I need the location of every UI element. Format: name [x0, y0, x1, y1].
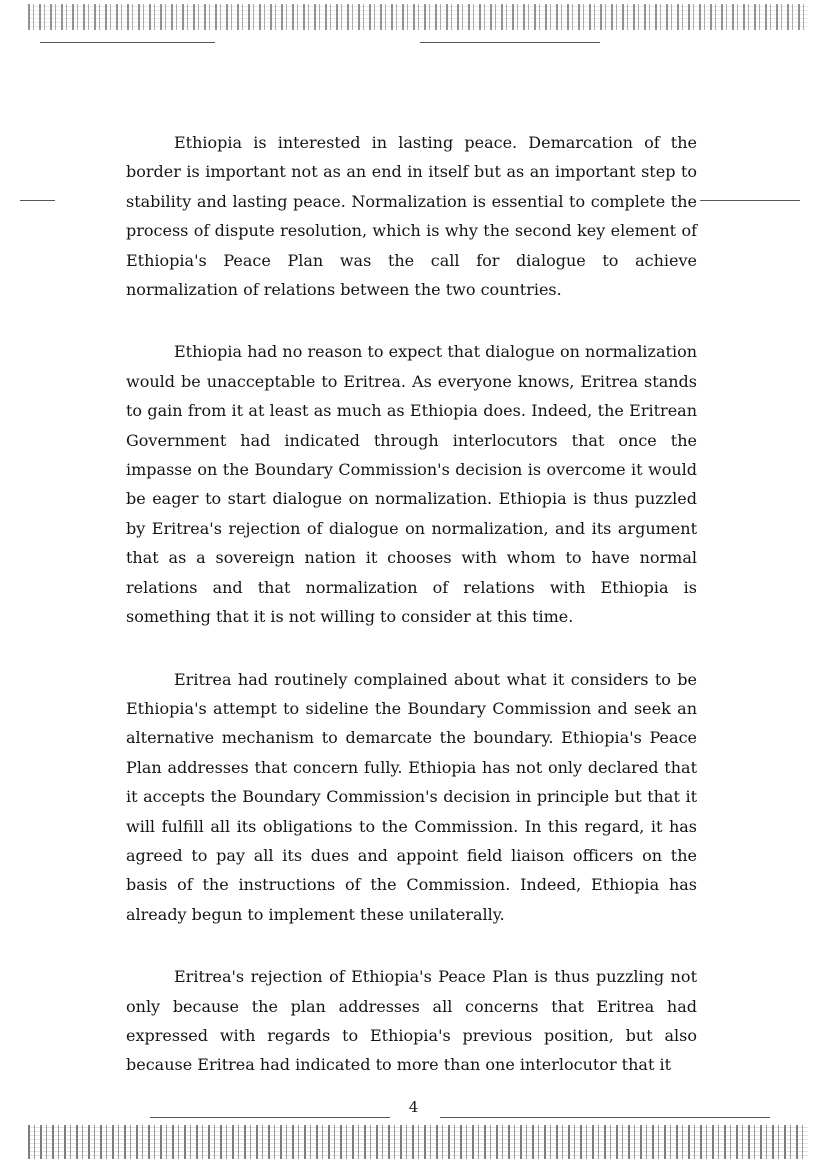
- scan-line: [20, 200, 55, 201]
- scan-line: [40, 42, 215, 43]
- document-body: [126, 128, 697, 1113]
- paragraph: Eritrea had routinely complained about what it considers to be Ethiopia's attempt to sideline the Boundary Commission and seek an alternative mechanism to demarcate the boundary. Ethiopia's Peace Plan addresses that concern fully. Ethiopia has not only declared that it accepts the Boundary Commission's decision in principle but that it will fulfill all its obligations to the Commission. In this regard, it has agreed to pay all its dues and appoint field liaison officers on the basis of the instructions of the Commission. Indeed, Ethiopia has already begun to implement these unilaterally.: [126, 669, 697, 924]
- page-number: 4: [408, 1098, 419, 1116]
- scan-line: [700, 200, 800, 201]
- scan-artifact-top: [28, 4, 808, 30]
- scan-line: [420, 42, 600, 43]
- paragraph: Eritrea's rejection of Ethiopia's Peace Plan is thus puzzling not only because the plan addresses all concerns that Eritrea had expressed with regards to Ethiopia's previous position, but also because Eritrea had indicated to more than one interlocutor that it: [126, 967, 697, 1075]
- scan-artifact-bottom: [28, 1125, 808, 1159]
- paragraph: Ethiopia had no reason to expect that dialogue on normalization would be unacceptable to Eritrea. As everyone knows, Eritrea stands to gain from it at least as much as Ethiopia does. Indeed, the Eritrean Government had indicated through interlocutors that once the impasse on the Boundary Commission's decision is overcome it would be eager to start dialogue on normalization. Ethiopia is thus puzzled by Eritrea's rejection of dialogue on normalization, and its argument that as a sovereign nation it chooses with whom to have normal relations and that normalization of relations with Ethiopia is something that it is not willing to consider at this time.: [126, 342, 697, 627]
- scan-line: [150, 1117, 390, 1118]
- paragraph: Ethiopia is interested in lasting peace. Demarcation of the border is important not as an end in itself but as an important step to stability and lasting peace. Normalization is essential to complete the process of dispute resolution, which is why the second key element of Ethiopia's Peace Plan was the call for dialogue to achieve normalization of relations between the two countries.: [126, 133, 697, 300]
- scan-line: [440, 1117, 770, 1118]
